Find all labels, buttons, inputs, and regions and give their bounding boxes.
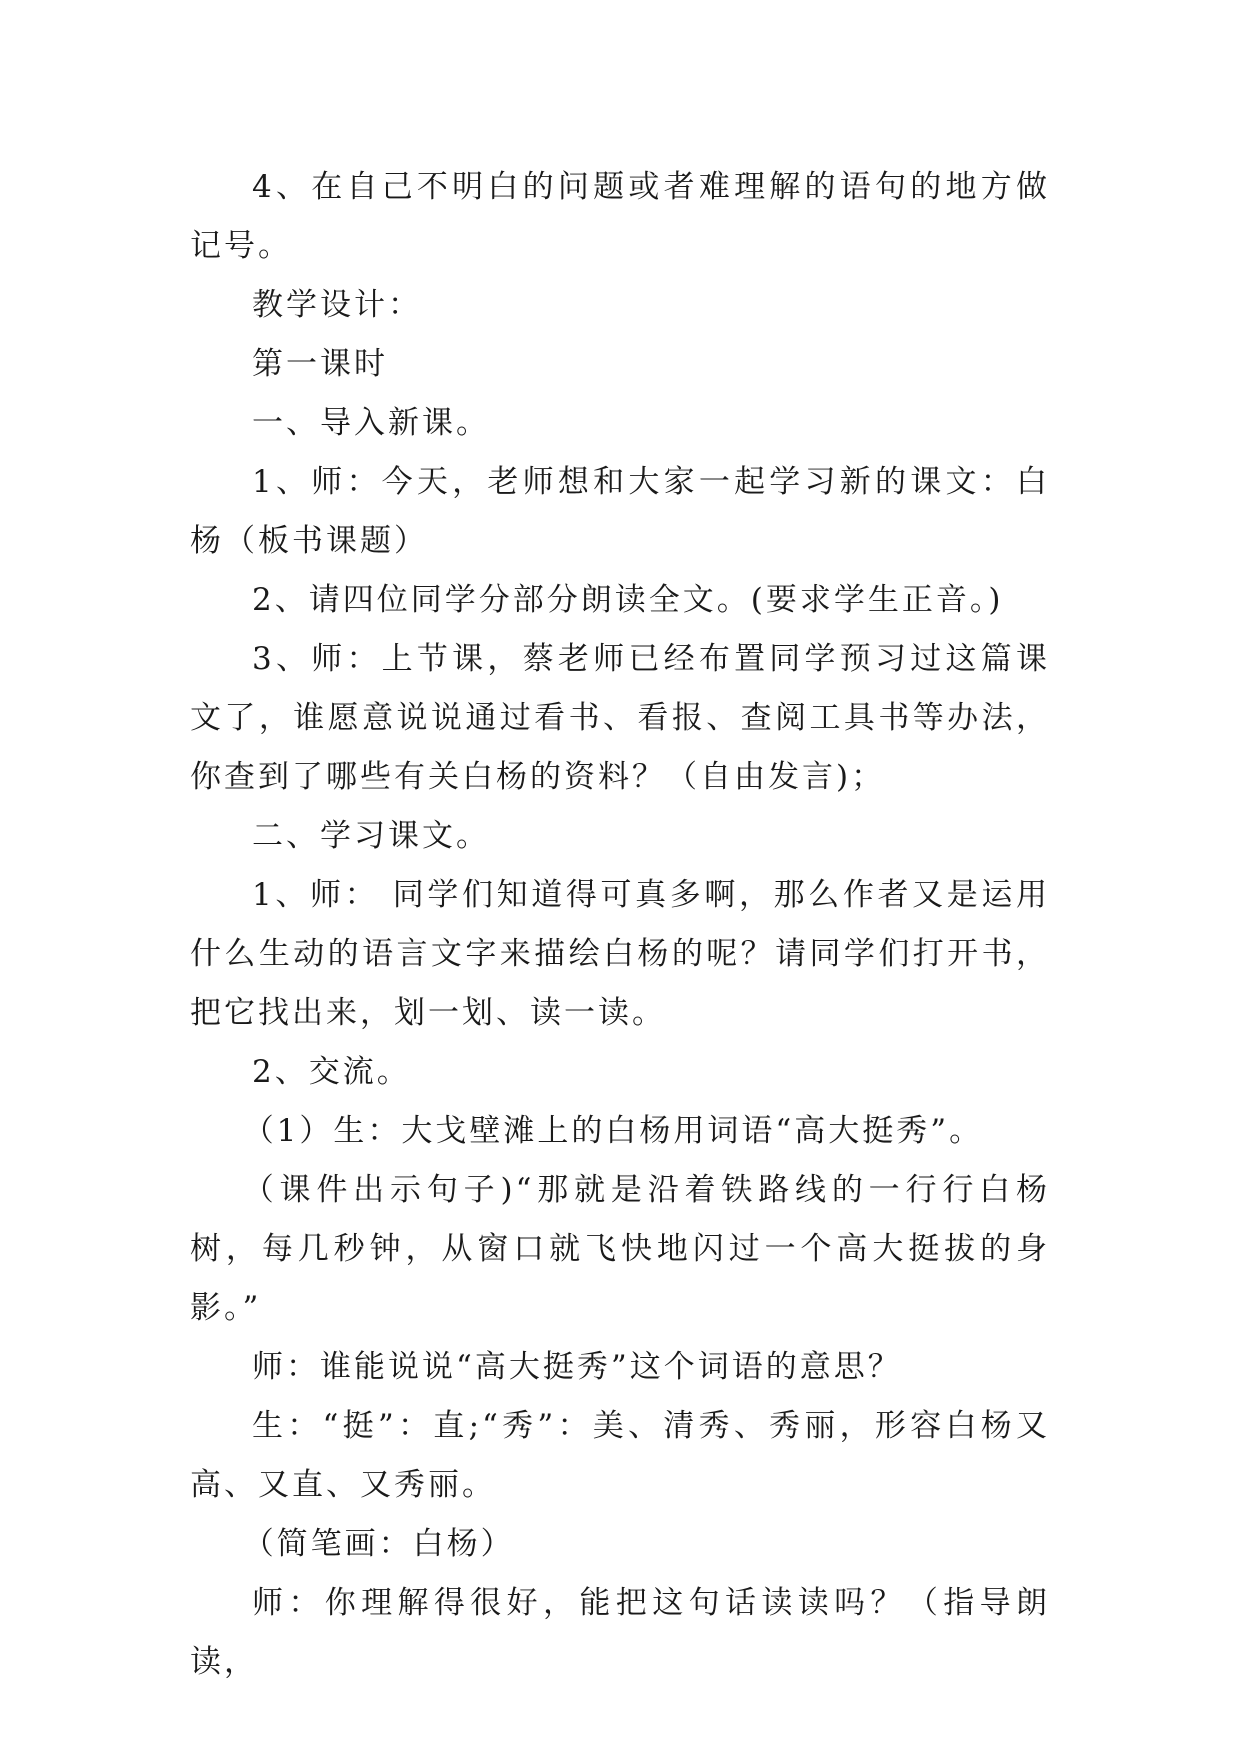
paragraph: 生：“挺”：直;“秀”：美、清秀、秀丽，形容白杨又高、又直、又秀丽。: [190, 1408, 1050, 1503]
paragraph: 师：你理解得很好，能把这句话读读吗？（指导朗读，: [190, 1585, 1050, 1680]
paragraph: 二、学习课文。: [252, 818, 490, 854]
document-body: [190, 158, 1050, 1692]
paragraph: 1、师：今天，老师想和大家一起学习新的课文：白杨（板书课题）: [190, 464, 1050, 559]
paragraph: 2、请四位同学分部分朗读全文。(要求学生正音。): [252, 582, 1004, 618]
paragraph: 4、在自己不明白的问题或者难理解的语句的地方做记号。: [190, 169, 1050, 264]
paragraph: 1、师： 同学们知道得可真多啊，那么作者又是运用什么生动的语言文字来描绘白杨的呢？请同学们打开书，把它找出来，划一划、读一读。: [190, 877, 1050, 1031]
paragraph: （课件出示句子)“那就是沿着铁路线的一行行白杨树，每几秒钟，从窗口就飞快地闪过一个高大挺拔的身影。”: [190, 1172, 1050, 1326]
paragraph: 3、师：上节课，蔡老师已经布置同学预习过这篇课文了，谁愿意说说通过看书、看报、查阅工具书等办法，你查到了哪些有关白杨的资料？（自由发言)；: [190, 641, 1050, 795]
paragraph: 一、导入新课。: [252, 405, 490, 441]
paragraph: 2、交流。: [252, 1054, 411, 1090]
paragraph: 教学设计：: [252, 287, 422, 323]
paragraph: （简笔画：白杨）: [242, 1526, 515, 1562]
paragraph: 师：谁能说说“高大挺秀”这个词语的意思？: [252, 1349, 902, 1385]
paragraph: 第一课时: [252, 346, 388, 382]
paragraph: （1）生：大戈壁滩上的白杨用词语“高大挺秀”。: [242, 1113, 984, 1149]
